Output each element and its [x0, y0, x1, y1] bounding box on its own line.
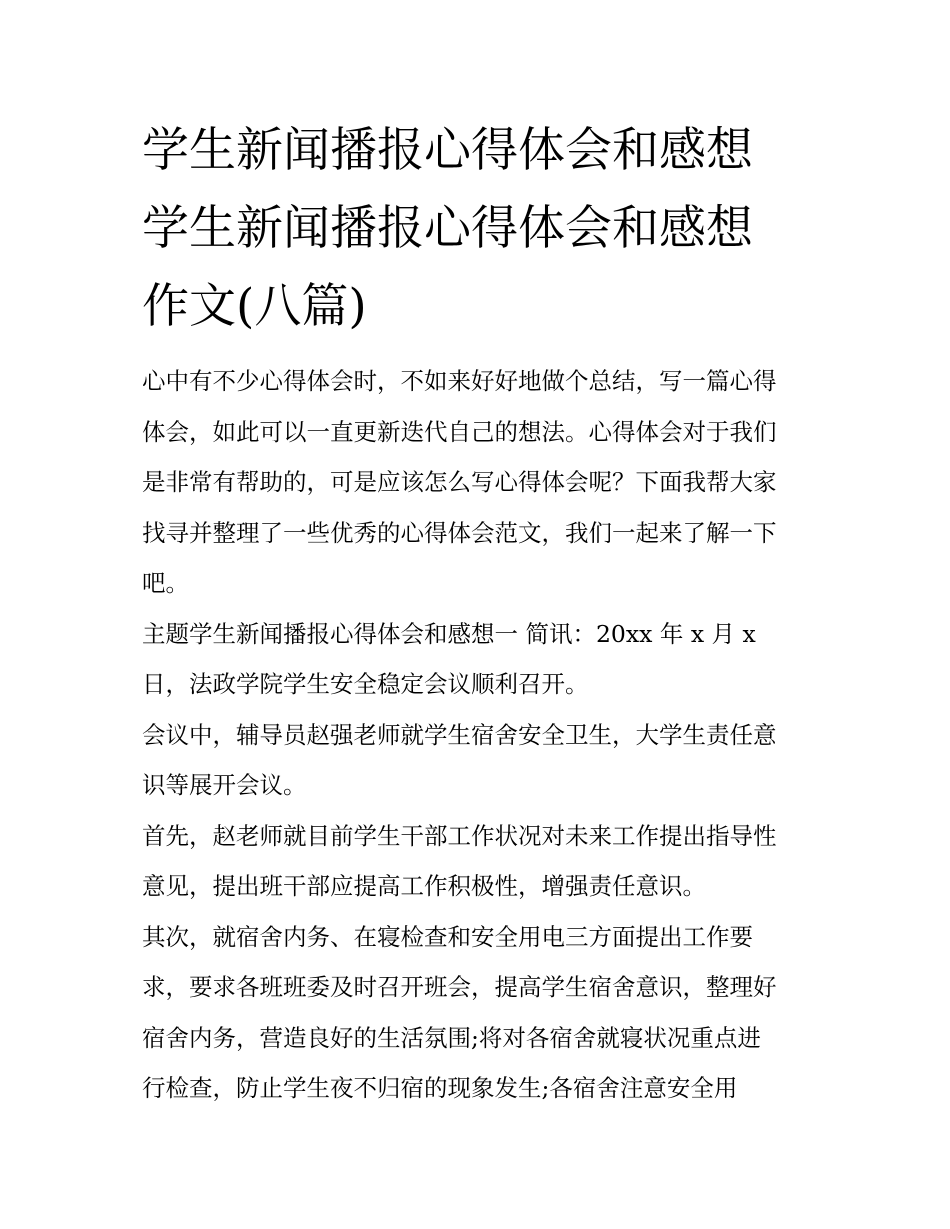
paragraph-second	[142, 912, 822, 1114]
text-line: 心中有不少心得体会时，不如来好好地做个总结，写一篇心得	[142, 367, 777, 395]
title-line: 作文(八篇)	[142, 279, 367, 334]
title-line: 学生新闻播报心得体会和感想	[142, 201, 753, 256]
text-line: 行检查，防止学生夜不归宿的现象发生;各宿舍注意安全用	[142, 1074, 738, 1102]
title-line: 学生新闻播报心得体会和感想	[142, 123, 753, 178]
text-line: 其次，就宿舍内务、在寝检查和安全用电三方面提出工作要	[142, 922, 753, 951]
paragraph-meeting	[142, 710, 822, 811]
text-line: 意见，提出班干部应提高工作积极性，增强责任意识。	[142, 872, 706, 900]
text-line: 吧。	[142, 569, 189, 597]
paragraph-first	[142, 811, 822, 912]
text-line: 求，要求各班班委及时召开班会，提高学生宿舍意识，整理好	[142, 973, 777, 1001]
text-line: 主题学生新闻播报心得体会和感想一 简讯：20xx 年 x 月 x	[142, 619, 756, 648]
text-line: 宿舍内务，营造良好的生活氛围;将对各宿舍就寝状况重点进	[142, 1023, 761, 1052]
text-line: 会议中，辅导员赵强老师就学生宿舍安全卫生，大学生责任意	[142, 720, 777, 749]
paragraph-topic	[142, 609, 822, 710]
text-line: 识等展开会议。	[142, 771, 307, 799]
text-line: 首先，赵老师就目前学生干部工作状况对未来工作提出指导性	[142, 821, 777, 850]
text-line: 找寻并整理了一些优秀的心得体会范文，我们一起来了解一下	[142, 518, 777, 547]
text-line: 日，法政学院学生安全稳定会议顺利召开。	[142, 670, 589, 698]
text-line: 体会，如此可以一直更新迭代自己的想法。心得体会对于我们	[142, 417, 777, 446]
text-line: 是非常有帮助的，可是应该怎么写心得体会呢？下面我帮大家	[142, 468, 777, 496]
document-body	[142, 356, 822, 1114]
document-title	[142, 112, 822, 346]
paragraph-intro	[142, 356, 822, 609]
